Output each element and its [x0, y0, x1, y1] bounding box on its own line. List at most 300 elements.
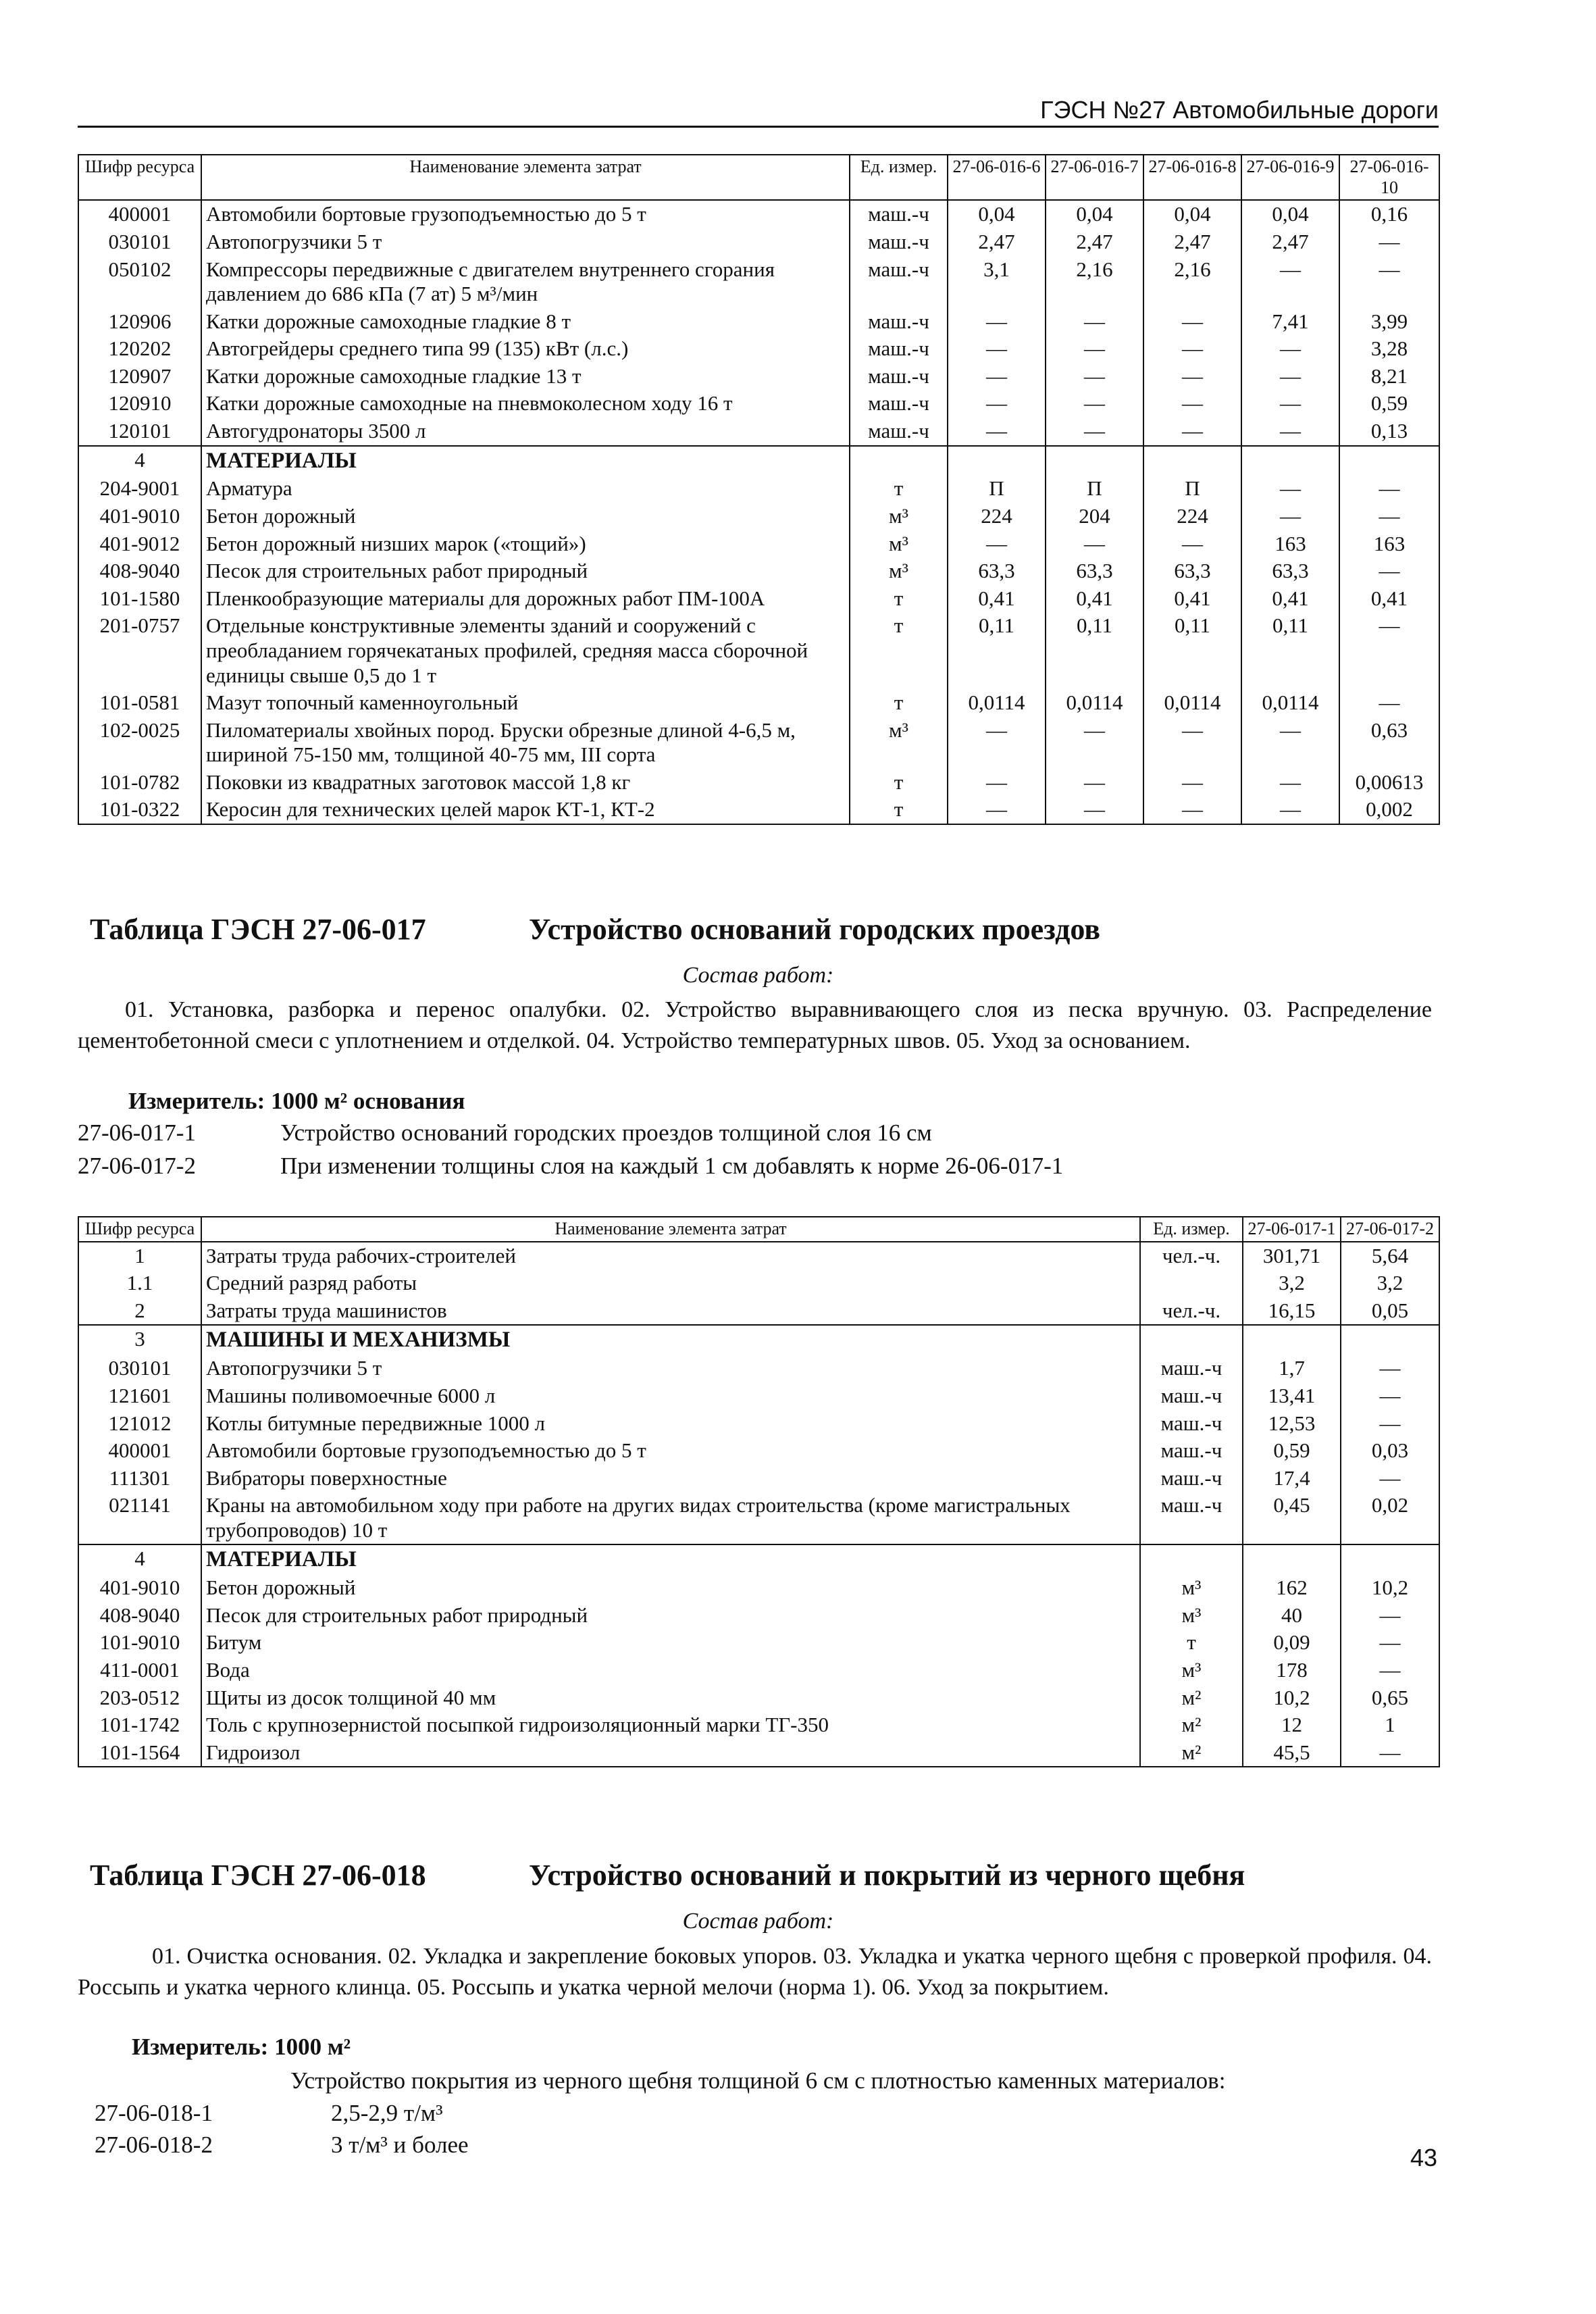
unit-cell: м³	[850, 530, 948, 558]
table-row	[78, 503, 1439, 530]
norm-value: —	[1341, 1382, 1439, 1410]
unit-cell: т	[850, 769, 948, 797]
table-name: Устройство оснований городских проездов	[529, 913, 1100, 946]
norm-value: 0,11	[1143, 612, 1241, 689]
cost-element-name: МАТЕРИАЛЫ	[201, 446, 850, 476]
norm-value: —	[1143, 390, 1241, 418]
norm-value: —	[1143, 796, 1241, 824]
column-header: Наименование элемента затрат	[201, 155, 850, 200]
norm-value: —	[1341, 1355, 1439, 1382]
running-header-text: ГЭСН №27 Автомобильные дороги	[1040, 96, 1439, 124]
norm-value: 8,21	[1339, 363, 1439, 391]
norm-value: 13,41	[1243, 1382, 1341, 1410]
cost-element-name: Пиломатериалы хвойных пород. Бруски обрезные длиной 4-6,5 м, шириной 75-150 мм, толщиной 40-75 мм, III сорта	[201, 717, 850, 769]
section-row	[78, 1544, 1439, 1574]
table-row	[78, 335, 1439, 363]
resource-code: 101-0782	[78, 769, 201, 797]
cost-element-name: МАТЕРИАЛЫ	[201, 1544, 1140, 1574]
norm-value: 0,0114	[948, 689, 1046, 717]
table-row	[78, 796, 1439, 824]
norm-value: —	[1046, 390, 1143, 418]
norm-value: 0,41	[1339, 585, 1439, 613]
cost-element-name: Катки дорожные самоходные гладкие 8 т	[201, 308, 850, 336]
norm-value: 0,00613	[1339, 769, 1439, 797]
norm-value: —	[1143, 717, 1241, 769]
norm-value: —	[948, 717, 1046, 769]
table-row	[78, 228, 1439, 256]
table-title-018	[90, 1858, 1245, 1892]
norm-value: 3,1	[948, 256, 1046, 308]
norm-value: 0,04	[948, 200, 1046, 228]
works-text: 01. Очистка основания. 02. Укладка и закрепление боковых упоров. 03. Укладка и укатка черного щебня с проверкой профиля. 04. Россыпь и укатка черного клинца. 05. Россыпь и укатка черной мелочи (норма 1). 06. Уход за покрытием.	[78, 1944, 1432, 2000]
column-header: Наименование элемента затрат	[201, 1217, 1140, 1242]
unit-cell: м³	[850, 557, 948, 585]
resource-code: 2	[78, 1297, 201, 1326]
norm-value: 0,02	[1341, 1492, 1439, 1544]
unit-cell: маш.-ч	[850, 228, 948, 256]
unit-cell: м²	[1140, 1711, 1243, 1739]
norm-text: 3 т/м³ и более	[331, 2132, 469, 2158]
table-row	[78, 612, 1439, 689]
norm-value: —	[1143, 308, 1241, 336]
norm-value: 2,16	[1143, 256, 1241, 308]
cost-element-name: Краны на автомобильном ходу при работе на других видах строительства (кроме магистральных трубопроводов) 10 т	[201, 1492, 1140, 1544]
norm-value: 3,99	[1339, 308, 1439, 336]
column-header: Ед. измер.	[850, 155, 948, 200]
norm-value: —	[1143, 530, 1241, 558]
unit-cell: маш.-ч	[1140, 1382, 1243, 1410]
unit-cell	[1140, 1544, 1243, 1574]
unit-cell: маш.-ч	[1140, 1465, 1243, 1492]
table-row	[78, 418, 1439, 446]
cost-element-name: Автомобили бортовые грузоподъемностью до 5 т	[201, 1437, 1140, 1465]
unit-cell: чел.-ч.	[1140, 1297, 1243, 1326]
norm-value: —	[1241, 363, 1339, 391]
norm-value: —	[1046, 363, 1143, 391]
norm-value: 17,4	[1243, 1465, 1341, 1492]
norm-value: —	[1339, 503, 1439, 530]
norm-value: —	[948, 363, 1046, 391]
resource-code: 411-0001	[78, 1657, 201, 1684]
norm-value: 0,11	[948, 612, 1046, 689]
norm-value: 10,2	[1341, 1574, 1439, 1602]
table-name: Устройство оснований и покрытий из черного щебня	[529, 1859, 1245, 1892]
unit-cell: маш.-ч	[850, 200, 948, 228]
resource-code: 050102	[78, 256, 201, 308]
cost-element-name: Средний разряд работы	[201, 1269, 1140, 1297]
norm-value: П	[1046, 475, 1143, 503]
resource-table-016	[78, 154, 1440, 825]
norm-value: 204	[1046, 503, 1143, 530]
resource-code: 121601	[78, 1382, 201, 1410]
norm-value: —	[1339, 475, 1439, 503]
column-header: 27-06-017-2	[1341, 1217, 1439, 1242]
resource-code: 120910	[78, 390, 201, 418]
cost-element-name: Бетон дорожный	[201, 1574, 1140, 1602]
cost-element-name: Мазут топочный каменноугольный	[201, 689, 850, 717]
norm-value: 16,15	[1243, 1297, 1341, 1326]
resource-code: 101-9010	[78, 1629, 201, 1657]
resource-code: 3	[78, 1325, 201, 1355]
norm-value: —	[948, 335, 1046, 363]
column-header: 27-06-016-8	[1143, 155, 1241, 200]
norm-value: 0,03	[1341, 1437, 1439, 1465]
norm-value: —	[948, 308, 1046, 336]
table-row	[78, 1657, 1439, 1684]
norm-value: П	[948, 475, 1046, 503]
table-code: Таблица ГЭСН 27-06-018	[90, 1859, 426, 1892]
cost-element-name: Вибраторы поверхностные	[201, 1465, 1140, 1492]
norm-value: 0,04	[1143, 200, 1241, 228]
works-label: Состав работ:	[682, 963, 834, 988]
table-row	[78, 1437, 1439, 1465]
norm-value: 0,41	[948, 585, 1046, 613]
table-row	[78, 308, 1439, 336]
unit-cell: м³	[1140, 1574, 1243, 1602]
resource-code: 120202	[78, 335, 201, 363]
norm-value: —	[948, 796, 1046, 824]
cost-element-name: Пленкообразующие материалы для дорожных работ ПМ-100А	[201, 585, 850, 613]
norm-value: 0,65	[1341, 1684, 1439, 1712]
table-row	[78, 689, 1439, 717]
norm-value: 0,04	[1046, 200, 1143, 228]
unit-cell: маш.-ч	[850, 256, 948, 308]
unit-cell: маш.-ч	[1140, 1492, 1243, 1544]
table-row	[78, 1711, 1439, 1739]
norm-value	[1243, 1325, 1341, 1355]
norm-value: 0,11	[1241, 612, 1339, 689]
cost-element-name: Отдельные конструктивные элементы зданий и сооружений с преобладанием горячекатаных профилей, средняя масса сборочной единицы свыше 0,5 до 1 т	[201, 612, 850, 689]
resource-code: 408-9040	[78, 557, 201, 585]
norm-text: 2,5-2,9 т/м³	[331, 2100, 443, 2126]
cost-element-name: МАШИНЫ И МЕХАНИЗМЫ	[201, 1325, 1140, 1355]
norm-value: 0,002	[1339, 796, 1439, 824]
unit-cell: т	[850, 585, 948, 613]
unit-cell	[850, 446, 948, 476]
norm-value: —	[1241, 418, 1339, 446]
table-header-row	[78, 155, 1439, 200]
norm-code: 27-06-017-1	[78, 1120, 196, 1146]
resource-code: 401-9010	[78, 1574, 201, 1602]
cost-element-name: Автопогрузчики 5 т	[201, 1355, 1140, 1382]
resource-code: 401-9012	[78, 530, 201, 558]
cost-element-name: Щиты из досок толщиной 40 мм	[201, 1684, 1140, 1712]
norm-value: —	[1143, 363, 1241, 391]
norm-value: —	[1241, 390, 1339, 418]
table-row	[78, 530, 1439, 558]
norm-value: —	[1046, 335, 1143, 363]
column-header: 27-06-017-1	[1243, 1217, 1341, 1242]
resource-code: 400001	[78, 1437, 201, 1465]
norm-value: —	[1241, 256, 1339, 308]
running-header	[78, 95, 1439, 128]
unit-cell: т	[850, 689, 948, 717]
cost-element-name: Арматура	[201, 475, 850, 503]
table-row	[78, 1492, 1439, 1544]
norm-value: 162	[1243, 1574, 1341, 1602]
resource-code: 1	[78, 1242, 201, 1270]
unit-cell: маш.-ч	[850, 418, 948, 446]
norm-value: П	[1143, 475, 1241, 503]
cost-element-name: Гидроизол	[201, 1739, 1140, 1767]
resource-code: 101-0322	[78, 796, 201, 824]
norm-value: —	[1341, 1602, 1439, 1630]
unit-cell: м³	[850, 503, 948, 530]
resource-code: 030101	[78, 1355, 201, 1382]
norm-value	[1243, 1544, 1341, 1574]
column-header: Шифр ресурса	[78, 155, 201, 200]
norm-value: —	[1341, 1410, 1439, 1438]
resource-code: 101-1742	[78, 1711, 201, 1739]
norm-value: —	[1143, 418, 1241, 446]
unit-cell: т	[1140, 1629, 1243, 1657]
table-row	[78, 1602, 1439, 1630]
norm-subheading: Устройство покрытия из черного щебня толщиной 6 см с плотностью каменных материалов:	[290, 2067, 1226, 2094]
norm-value: 40	[1243, 1602, 1341, 1630]
unit-cell: маш.-ч	[1140, 1437, 1243, 1465]
table-row	[78, 585, 1439, 613]
resource-code: 120907	[78, 363, 201, 391]
norm-value: 63,3	[1241, 557, 1339, 585]
cost-element-name: Катки дорожные самоходные гладкие 13 т	[201, 363, 850, 391]
norm-value: 7,41	[1241, 308, 1339, 336]
resource-code: 201-0757	[78, 612, 201, 689]
norm-value: —	[1341, 1739, 1439, 1767]
unit-cell: м²	[1140, 1739, 1243, 1767]
table-row	[78, 1355, 1439, 1382]
resource-code: 101-0581	[78, 689, 201, 717]
measure-unit: Измеритель: 1000 м²	[132, 2034, 351, 2060]
cost-element-name: Котлы битумные передвижные 1000 л	[201, 1410, 1140, 1438]
norm-value: 12	[1243, 1711, 1341, 1739]
norm-value: 3,2	[1341, 1269, 1439, 1297]
cost-element-name: Компрессоры передвижные с двигателем внутреннего сгорания давлением до 686 кПа (7 ат) 5 м³/мин	[201, 256, 850, 308]
norm-value: 2,47	[1241, 228, 1339, 256]
table-title-017	[90, 912, 1100, 947]
norm-value: 1,7	[1243, 1355, 1341, 1382]
cost-element-name: Битум	[201, 1629, 1140, 1657]
unit-cell: м³	[850, 717, 948, 769]
norm-value: 0,04	[1241, 200, 1339, 228]
norm-value: 0,05	[1341, 1297, 1439, 1326]
norm-value: 5,64	[1341, 1242, 1439, 1270]
unit-cell: м²	[1140, 1684, 1243, 1712]
norm-value: —	[1241, 769, 1339, 797]
norm-value: 0,0114	[1143, 689, 1241, 717]
norm-value: —	[1339, 256, 1439, 308]
resource-code: 4	[78, 1544, 201, 1574]
norm-text: Устройство оснований городских проездов толщиной слоя 16 см	[280, 1120, 932, 1146]
resource-code: 120101	[78, 418, 201, 446]
works-label: Состав работ:	[682, 1909, 834, 1934]
table-header-row	[78, 1217, 1439, 1242]
table-row	[78, 1297, 1439, 1326]
cost-element-name: Толь с крупнозернистой посыпкой гидроизоляционный марки ТГ-350	[201, 1711, 1140, 1739]
norm-value: —	[948, 418, 1046, 446]
unit-cell: м³	[1140, 1657, 1243, 1684]
unit-cell: т	[850, 475, 948, 503]
unit-cell: маш.-ч	[850, 363, 948, 391]
resource-code: 401-9010	[78, 503, 201, 530]
norm-code: 27-06-017-2	[78, 1153, 196, 1179]
unit-cell	[1140, 1269, 1243, 1297]
norm-value: 0,16	[1339, 200, 1439, 228]
unit-cell: маш.-ч	[850, 390, 948, 418]
norm-value: 63,3	[1143, 557, 1241, 585]
norm-value: 63,3	[1046, 557, 1143, 585]
section-row	[78, 446, 1439, 476]
column-header: 27-06-016-10	[1339, 155, 1439, 200]
cost-element-name: Затраты труда машинистов	[201, 1297, 1140, 1326]
norm-value: 0,41	[1241, 585, 1339, 613]
cost-element-name: Бетон дорожный низших марок («тощий»)	[201, 530, 850, 558]
table-row	[78, 475, 1439, 503]
table-row	[78, 769, 1439, 797]
norm-value: —	[1241, 475, 1339, 503]
resource-code: 101-1564	[78, 1739, 201, 1767]
cost-element-name: Машины поливомоечные 6000 л	[201, 1382, 1140, 1410]
norm-value: —	[1143, 769, 1241, 797]
norm-value: 178	[1243, 1657, 1341, 1684]
norm-value: 2,47	[948, 228, 1046, 256]
table-row	[78, 1242, 1439, 1270]
norm-value: 45,5	[1243, 1739, 1341, 1767]
table-row	[78, 1269, 1439, 1297]
unit-cell: маш.-ч	[850, 308, 948, 336]
norm-text: При изменении толщины слоя на каждый 1 см добавлять к норме 26-06-017-1	[280, 1153, 1064, 1179]
norm-value: 3,2	[1243, 1269, 1341, 1297]
column-header: 27-06-016-6	[948, 155, 1046, 200]
norm-value	[1143, 446, 1241, 476]
norm-value: 2,47	[1046, 228, 1143, 256]
cost-element-name: Вода	[201, 1657, 1140, 1684]
norm-value: 0,63	[1339, 717, 1439, 769]
norm-value	[948, 446, 1046, 476]
norm-value: —	[1339, 557, 1439, 585]
norm-value	[1339, 446, 1439, 476]
resource-code: 204-9001	[78, 475, 201, 503]
table-row	[78, 363, 1439, 391]
cost-element-name: Катки дорожные самоходные на пневмоколесном ходу 16 т	[201, 390, 850, 418]
resource-code: 120906	[78, 308, 201, 336]
resource-table-017	[78, 1216, 1440, 1767]
table-row	[78, 717, 1439, 769]
cost-element-name: Бетон дорожный	[201, 503, 850, 530]
norm-value: 163	[1241, 530, 1339, 558]
norm-value: —	[1339, 612, 1439, 689]
table-code: Таблица ГЭСН 27-06-017	[90, 913, 426, 946]
table-row	[78, 390, 1439, 418]
norm-value: —	[1341, 1657, 1439, 1684]
unit-cell: т	[850, 612, 948, 689]
norm-value: —	[1046, 796, 1143, 824]
table-row	[78, 1465, 1439, 1492]
column-header: 27-06-016-9	[1241, 155, 1339, 200]
cost-element-name: Автогудронаторы 3500 л	[201, 418, 850, 446]
norm-value: —	[1143, 335, 1241, 363]
column-header: Ед. измер.	[1140, 1217, 1243, 1242]
cost-element-name: Автопогрузчики 5 т	[201, 228, 850, 256]
norm-value: —	[1339, 689, 1439, 717]
measure-unit: Измеритель: 1000 м² основания	[128, 1088, 465, 1114]
cost-element-name: Керосин для технических целей марок КТ-1, КТ-2	[201, 796, 850, 824]
resource-code: 021141	[78, 1492, 201, 1544]
norm-value: —	[1046, 530, 1143, 558]
norm-value: 224	[948, 503, 1046, 530]
norm-value: 0,59	[1339, 390, 1439, 418]
norm-value: —	[1046, 308, 1143, 336]
cost-element-name: Затраты труда рабочих-строителей	[201, 1242, 1140, 1270]
unit-cell: м³	[1140, 1602, 1243, 1630]
table-row	[78, 1684, 1439, 1712]
resource-code: 1.1	[78, 1269, 201, 1297]
norm-value: 0,41	[1046, 585, 1143, 613]
unit-cell: т	[850, 796, 948, 824]
norm-value: 0,09	[1243, 1629, 1341, 1657]
norm-value: —	[1241, 335, 1339, 363]
norm-value: —	[948, 530, 1046, 558]
norm-value: 3,28	[1339, 335, 1439, 363]
resource-code: 4	[78, 446, 201, 476]
norm-value: —	[1241, 717, 1339, 769]
unit-cell	[1140, 1325, 1243, 1355]
norm-code: 27-06-018-1	[95, 2100, 213, 2126]
norm-value: 0,0114	[1241, 689, 1339, 717]
norm-value: 163	[1339, 530, 1439, 558]
resource-code: 030101	[78, 228, 201, 256]
resource-code: 400001	[78, 200, 201, 228]
norm-value	[1241, 446, 1339, 476]
table-row	[78, 1382, 1439, 1410]
table-row	[78, 256, 1439, 308]
section-row	[78, 1325, 1439, 1355]
norm-value: 224	[1143, 503, 1241, 530]
cost-element-name: Песок для строительных работ природный	[201, 1602, 1140, 1630]
norm-value: 2,47	[1143, 228, 1241, 256]
table-row	[78, 557, 1439, 585]
table-row	[78, 1629, 1439, 1657]
norm-value: 301,71	[1243, 1242, 1341, 1270]
norm-value: 0,45	[1243, 1492, 1341, 1544]
norm-value: —	[1046, 418, 1143, 446]
column-header: 27-06-016-7	[1046, 155, 1143, 200]
norm-value	[1046, 446, 1143, 476]
cost-element-name: Поковки из квадратных заготовок массой 1,8 кг	[201, 769, 850, 797]
resource-code: 111301	[78, 1465, 201, 1492]
works-text: 01. Установка, разборка и перенос опалубки. 02. Устройство выравнивающего слоя из песка вручную. 03. Распределение цементобетонной смеси с уплотнением и отделкой. 04. Устройство температурных швов. 05. Уход за основанием.	[78, 997, 1432, 1053]
resource-code: 203-0512	[78, 1684, 201, 1712]
cost-element-name: Песок для строительных работ природный	[201, 557, 850, 585]
norm-code: 27-06-018-2	[95, 2132, 213, 2158]
cost-element-name: Автогрейдеры среднего типа 99 (135) кВт (л.с.)	[201, 335, 850, 363]
table-row	[78, 1574, 1439, 1602]
norm-value: —	[1341, 1465, 1439, 1492]
table-row	[78, 1739, 1439, 1767]
unit-cell: маш.-ч	[850, 335, 948, 363]
cost-element-name: Автомобили бортовые грузоподъемностью до 5 т	[201, 200, 850, 228]
norm-value: 2,16	[1046, 256, 1143, 308]
column-header: Шифр ресурса	[78, 1217, 201, 1242]
norm-value: 12,53	[1243, 1410, 1341, 1438]
norm-value: 0,11	[1046, 612, 1143, 689]
norm-value: —	[948, 769, 1046, 797]
norm-value: 0,41	[1143, 585, 1241, 613]
norm-value: —	[1339, 228, 1439, 256]
norm-value: —	[1241, 796, 1339, 824]
table-row	[78, 1410, 1439, 1438]
resource-code: 121012	[78, 1410, 201, 1438]
norm-value: 0,13	[1339, 418, 1439, 446]
